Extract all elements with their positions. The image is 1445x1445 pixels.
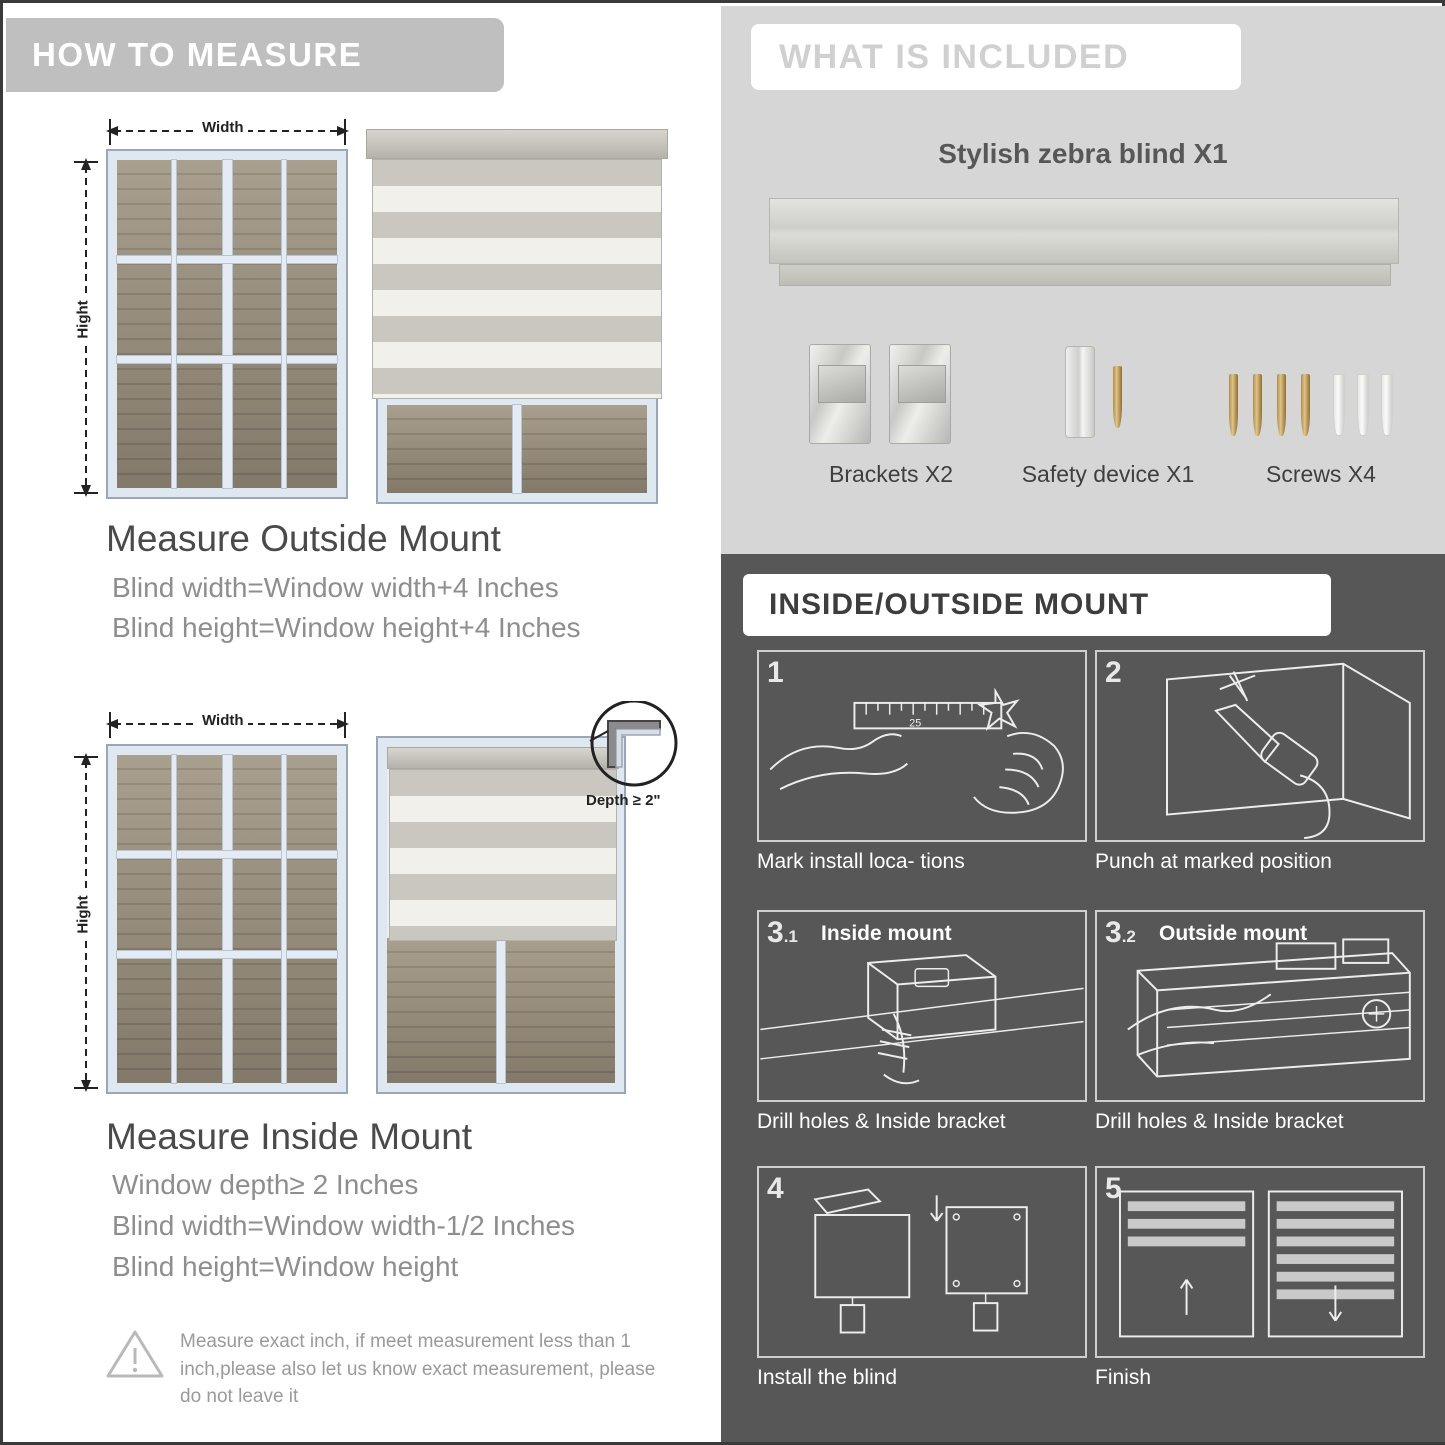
- screw-icon-2: [1253, 374, 1262, 436]
- part-caption-brackets: Brackets X2: [829, 461, 953, 487]
- how-to-measure-header: HOW TO MEASURE: [6, 18, 504, 92]
- step-3-1-sub-text: .1: [783, 927, 798, 946]
- step-5-sketch: [1097, 1168, 1423, 1356]
- part-caption-screws: Screws X4: [1266, 461, 1376, 487]
- included-product-title: Stylish zebra blind X1: [938, 138, 1228, 169]
- outside-height-label: Hight: [75, 296, 92, 342]
- step-5-num-text: 5: [1105, 1172, 1122, 1205]
- measure-note: [106, 1328, 666, 1411]
- safety-screw-icon: [1113, 366, 1122, 428]
- step-3-1-inline-label: Inside mount: [821, 922, 952, 945]
- window-inside: [106, 744, 348, 1094]
- step-card-1: [757, 650, 1087, 842]
- step-5-number: [1105, 1172, 1122, 1206]
- step-1-num-text: 1: [767, 656, 784, 689]
- zebra-blind-bottom-rail: [779, 264, 1391, 286]
- step-4-number: [767, 1172, 784, 1206]
- step-card-4: [757, 1166, 1087, 1358]
- svg-text:25: 25: [909, 717, 922, 730]
- how-to-measure-panel: [6, 6, 715, 1442]
- outside-mount-line-0: Blind width=Window width+4 Inches: [112, 572, 559, 603]
- outside-mount-heading: Measure Outside Mount: [106, 518, 501, 559]
- measure-note-text: Measure exact inch, if meet measurement less than 1 inch,please also let us know exact measurement, please do not leave it: [180, 1331, 656, 1408]
- step-3-2-number: [1105, 916, 1136, 950]
- step-3-1-caption: Drill holes & Inside bracket: [757, 1110, 1006, 1133]
- step-1-caption: Mark install loca- tions: [757, 850, 965, 873]
- step-card-3-2: [1095, 910, 1425, 1102]
- part-caption-safety: Safety device X1: [1021, 461, 1195, 487]
- what-is-included-panel: [721, 6, 1445, 554]
- step-3-2-num-text: 3: [1105, 916, 1122, 949]
- anchor-icon-1: [1333, 374, 1345, 436]
- step-2-sketch: [1097, 652, 1423, 840]
- zebra-blind-product-image: [769, 198, 1399, 264]
- inside-mount-line-0: Window depth≥ 2 Inches: [112, 1169, 419, 1200]
- anchor-icon-3: [1381, 374, 1393, 436]
- screw-icon-1: [1229, 374, 1238, 436]
- step-3-1-num-text: 3: [767, 916, 784, 949]
- step-1-number: [767, 656, 784, 690]
- step-2-number: [1105, 656, 1122, 690]
- inside-mount-line-2: Blind height=Window height: [112, 1251, 459, 1282]
- step-3-1-number: [767, 916, 798, 950]
- warning-triangle-icon: [106, 1328, 164, 1380]
- inside-width-label: Width: [198, 712, 248, 729]
- step-card-3-1: [757, 910, 1087, 1102]
- step-3-2-sub-text: .2: [1121, 927, 1136, 946]
- inside-height-label: Hight: [75, 891, 92, 937]
- step-card-2: [1095, 650, 1425, 842]
- window-depth-label: Depth ≥ 2": [586, 792, 661, 809]
- step-4-caption: Install the blind: [757, 1366, 898, 1389]
- inside-outside-mount-header: INSIDE/OUTSIDE MOUNT: [743, 574, 1331, 636]
- window-outside: [106, 149, 348, 499]
- anchor-icon-2: [1357, 374, 1369, 436]
- step-3-2-inline-label: Outside mount: [1159, 922, 1308, 945]
- step-5-caption: Finish: [1095, 1366, 1152, 1389]
- outside-mount-line-1: Blind height=Window height+4 Inches: [112, 612, 581, 643]
- inside-mount-illustration: [66, 706, 686, 1106]
- bracket-icon-2: [889, 344, 951, 444]
- inside-mount-line-1: Blind width=Window width-1/2 Inches: [112, 1210, 576, 1241]
- screw-icon-3: [1277, 374, 1286, 436]
- screw-icon-4: [1301, 374, 1310, 436]
- what-is-included-header: WHAT IS INCLUDED: [751, 24, 1241, 90]
- inside-mount-heading: Measure Inside Mount: [106, 1116, 473, 1157]
- step-1-sketch: [759, 652, 1085, 840]
- step-card-5: [1095, 1166, 1425, 1358]
- step-2-num-text: 2: [1105, 656, 1122, 689]
- outside-width-label: Width: [198, 119, 248, 136]
- step-3-2-caption: Drill holes & Inside bracket: [1095, 1110, 1344, 1133]
- outside-mount-illustration: [66, 111, 686, 511]
- blind-outside-mounted: [366, 129, 668, 501]
- safety-device-icon: [1065, 346, 1095, 438]
- step-4-num-text: 4: [767, 1172, 784, 1205]
- step-4-sketch: [759, 1168, 1085, 1356]
- inside-outside-mount-panel: [721, 554, 1445, 1442]
- bracket-icon-1: [809, 344, 871, 444]
- step-2-caption: Punch at marked position: [1095, 850, 1332, 873]
